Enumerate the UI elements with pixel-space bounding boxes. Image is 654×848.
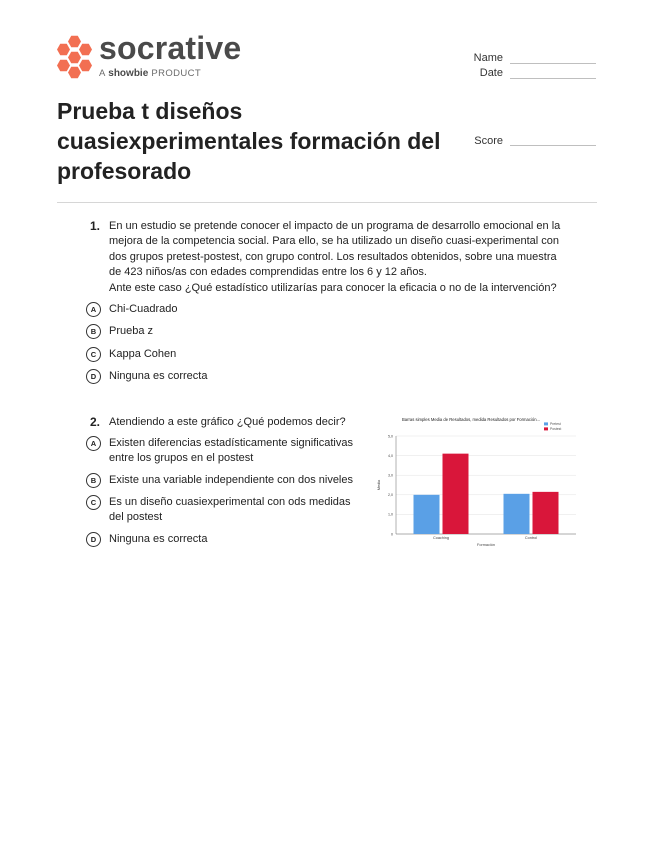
hexagon-logo-icon (57, 35, 93, 79)
chart-legend-swatch (544, 427, 548, 430)
brand-name: socrative (99, 30, 242, 66)
question-1-line: de 423 niños/as con edades comprendidas entre los 6 y 12 años. (109, 266, 427, 279)
chart-y-axis-label: Media (377, 479, 381, 491)
chart-legend-label: Postest (550, 427, 562, 431)
name-label: Name (473, 52, 503, 64)
question-1-line: En un estudio se pretende conocer el impacto de un programa de desarrollo emocional en la (109, 220, 561, 232)
chart-bar (414, 495, 440, 534)
question-1-line: mejora de la competencia social. Para ello, se ha utilizado un diseño cuasi-experimental con (109, 235, 560, 248)
option-letter-badge: C (86, 495, 101, 510)
chart-y-tick-label: 1,0 (388, 512, 393, 517)
option-text: Existen diferencias estadísticamente significativas entre los grupos en el postest (109, 437, 353, 464)
date-label: Date (479, 67, 503, 79)
brand-subtitle-prefix: A (99, 68, 106, 79)
chart-x-tick-label: Control (524, 536, 538, 540)
option-text: Ninguna es correcta (109, 533, 208, 545)
name-line[interactable] (510, 63, 596, 64)
chart-legend-swatch (544, 422, 548, 425)
chart-x-axis-label: Formación (477, 543, 495, 547)
option-letter-badge: C (86, 347, 101, 362)
brand-subtitle (99, 68, 201, 79)
chart-legend-label: Pretest (550, 422, 561, 426)
score-label: Score (474, 135, 503, 147)
brand-subtitle-brand: showbie (108, 68, 149, 79)
option-text: Kappa Cohen (109, 348, 177, 360)
chart-bar (443, 454, 469, 534)
option-text: Chi-Cuadrado (109, 303, 178, 315)
question-1-line: dos grupos pretest-postest, con grupo control. Los resultados obtenidos, sobre una muestra (109, 250, 557, 263)
chart-bar (504, 494, 530, 534)
chart-y-tick-label: 0 (391, 532, 393, 537)
chart-title: Barras simples Media de Resultados, medida Resultados por Formación... (402, 417, 541, 422)
option-text: Ninguna es correcta (109, 370, 208, 382)
option-text: Es un diseño cuasiexperimental con ods medidas del postest (109, 496, 351, 523)
question-2-number: 2. (90, 415, 101, 429)
socrative-logo (57, 30, 257, 81)
question-2-text: Atendiendo a este gráfico ¿Qué podemos decir? (109, 416, 346, 428)
date-line[interactable] (510, 78, 596, 79)
option-letter-badge: A (86, 436, 101, 451)
date-field (440, 67, 503, 81)
option-letter-badge: D (86, 532, 101, 547)
question-1-line: Ante este caso ¿Qué estadístico utilizarías para conocer la eficacia o no de la intervención? (109, 281, 557, 294)
name-field (440, 52, 503, 66)
chart-x-tick-label: Coaching (432, 536, 450, 540)
divider (57, 202, 597, 203)
chart-y-tick-label: 4,0 (388, 453, 393, 458)
option-letter-badge: B (86, 473, 101, 488)
option-letter-badge: A (86, 302, 101, 317)
page-title: Prueba t diseños cuasiexperimentales formación del profesorado (57, 98, 441, 184)
option-text: Existe una variable independiente con dos niveles (109, 474, 353, 486)
chart-y-tick-label: 5,0 (388, 434, 393, 439)
option-text: Prueba z (109, 325, 154, 337)
option-letter-badge: B (86, 324, 101, 339)
bar-chart (372, 412, 582, 554)
chart-y-tick-label: 2,0 (388, 493, 393, 498)
score-line[interactable] (510, 145, 596, 146)
question-1-text (109, 219, 589, 296)
brand-subtitle-suffix: PRODUCT (151, 68, 202, 79)
option-letter-badge: D (86, 369, 101, 384)
chart-y-tick-label: 3,0 (388, 473, 393, 478)
question-1-number: 1. (90, 219, 101, 233)
chart-bar (533, 492, 559, 534)
